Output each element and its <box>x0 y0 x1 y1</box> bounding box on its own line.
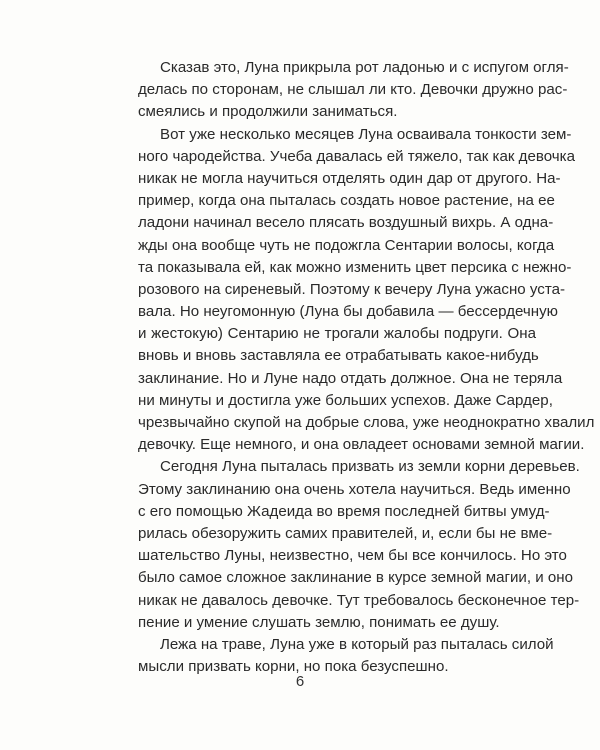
text-line: жды она вообще чуть не подожгла Сентарии волосы, когда <box>138 236 555 254</box>
paragraph-2 <box>138 124 595 457</box>
text-line: шательство Луны, неизвестно, чем бы все кончилось. Но это <box>138 547 567 565</box>
text-line: ладони начинал весело плясать воздушный вихрь. А одна- <box>138 214 554 232</box>
text-line: Сказав это, Луна прикрыла рот ладонью и с испугом огля- <box>160 59 569 76</box>
page-number: 6 <box>295 673 305 690</box>
text-line: чрезвычайно скупой на добрые слова, уже неоднократно хвалил <box>138 414 595 431</box>
text-line: заклинание. Но и Луне надо отдать должное. Она не теряла <box>138 369 563 387</box>
text-line: делась по сторонам, не слышал ли кто. Девочки дружно рас- <box>138 81 568 99</box>
text-line: рилась обезоружить самих правителей, и, если бы не вме- <box>138 524 553 542</box>
text-line: смеялись и продолжили заниматься. <box>138 103 398 121</box>
text-line: вновь и вновь заставляла ее отрабатывать какое-нибудь <box>138 347 539 365</box>
body-text <box>138 57 595 678</box>
text-line: та показывала ей, как можно изменить цвет персика с нежно- <box>138 258 572 276</box>
text-line: мысли призвать корни, но пока безуспешно. <box>138 658 449 676</box>
text-line: девочку. Еще немного, и она овладеет основами земной магии. <box>138 436 585 454</box>
text-line: розового на сиреневый. Поэтому к вечеру Луна ужасно уста- <box>138 280 565 298</box>
text-line: Лежа на траве, Луна уже в который раз пыталась силой <box>160 635 554 653</box>
text-line: и жестокую) Сентарию не трогали жалобы подруги. Она <box>138 325 536 343</box>
text-line: Сегодня Луна пыталась призвать из земли корни деревьев. <box>160 458 580 476</box>
text-line: пение и умение слушать землю, понимать ее душу. <box>138 613 500 631</box>
text-line: ни минуты и достигла уже больших успехов. Даже Сардер, <box>138 391 553 409</box>
paragraph-3 <box>138 456 580 634</box>
text-line: было самое сложное заклинание в курсе земной магии, и оно <box>138 569 573 587</box>
paragraph-1 <box>138 57 569 124</box>
paragraph-4 <box>138 634 554 678</box>
text-line: вала. Но неугомонную (Луна бы добавила — бессердечную <box>138 303 558 321</box>
text-line: никак не давалось девочке. Тут требовалось бесконечное тер- <box>138 591 580 609</box>
text-line: ного чародейства. Учеба давалась ей тяжело, так как девочка <box>138 147 575 165</box>
text-line: никак не могла научиться отделять один дар от другого. На- <box>138 169 561 187</box>
text-line: Этому заклинанию она очень хотела научиться. Ведь именно <box>138 480 571 498</box>
text-line: Вот уже несколько месяцев Луна осваивала тонкости зем- <box>160 125 572 143</box>
text-line: с его помощью Жадеида во время последней битвы умуд- <box>138 502 550 520</box>
text-line: пример, когда она пыталась создать новое растение, на ее <box>138 192 555 210</box>
